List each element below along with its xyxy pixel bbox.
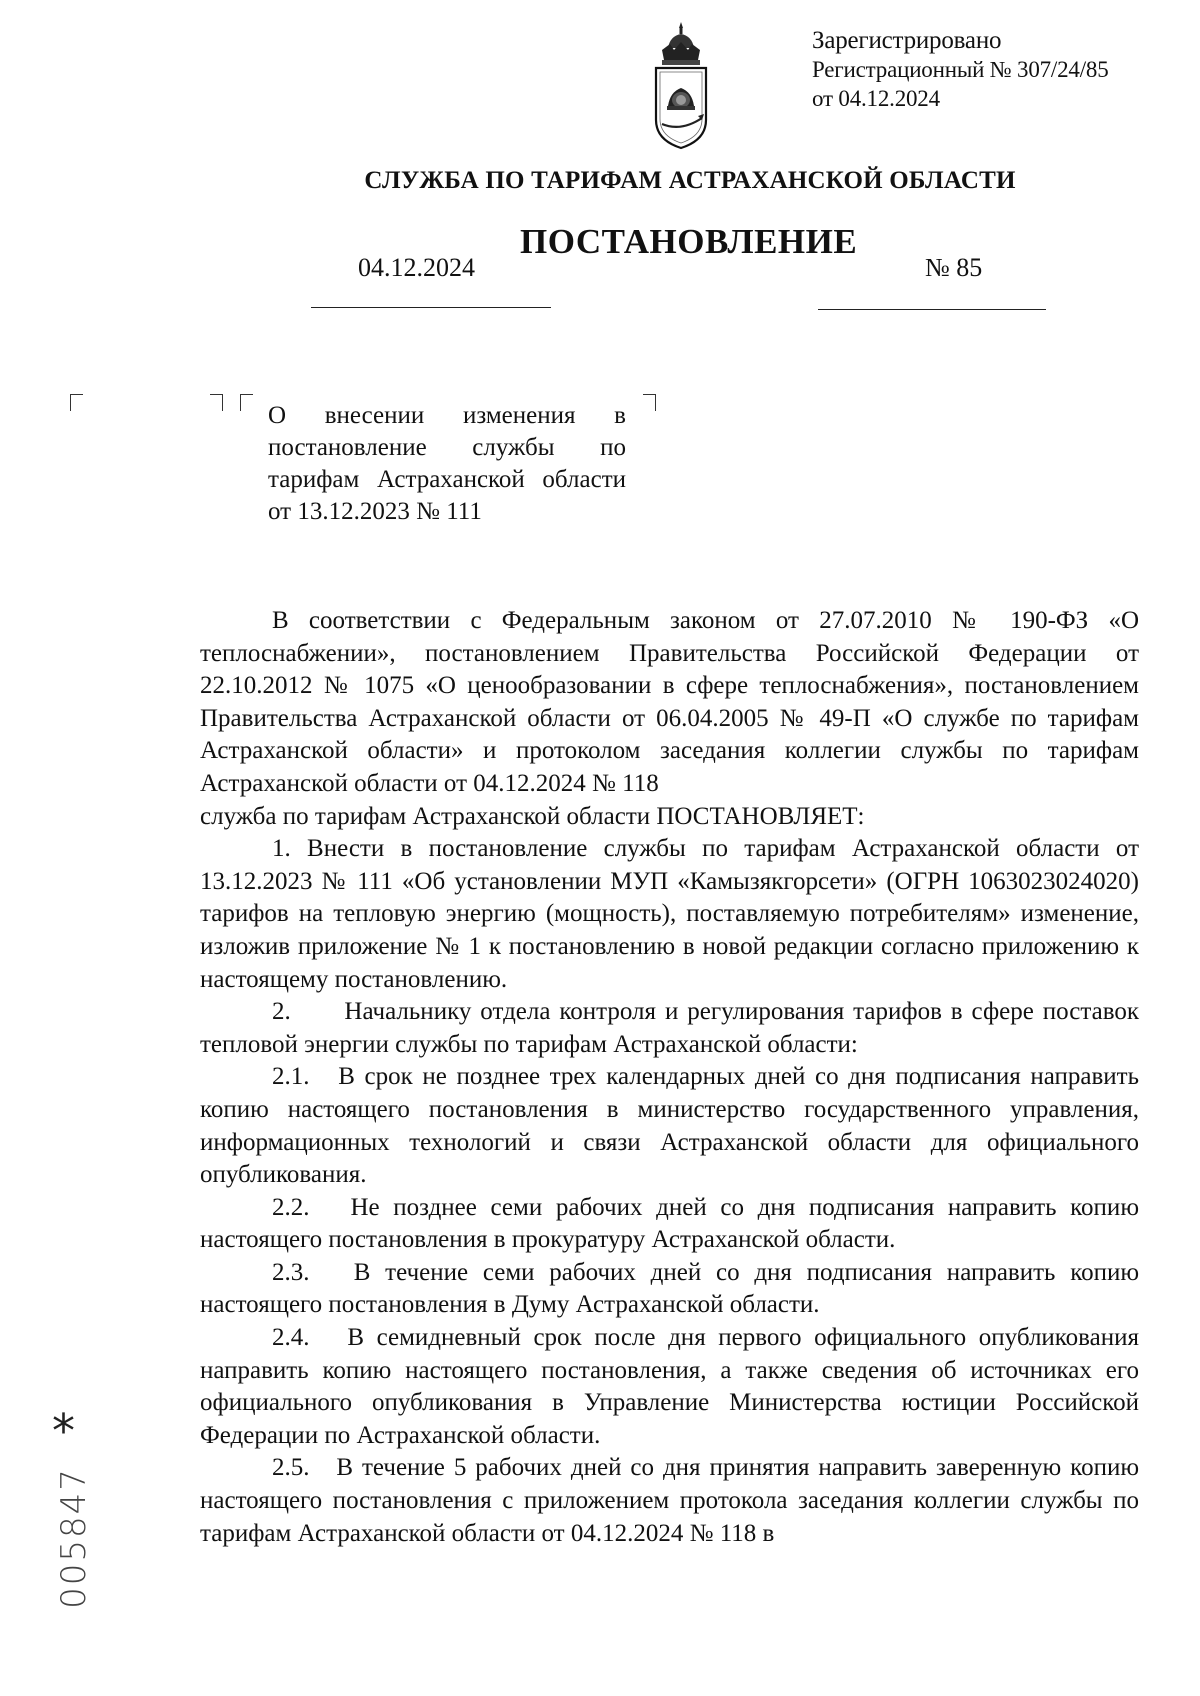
resolution-line: служба по тарифам Астраханской области ПОСТАНОВЛЯЕТ: [200, 802, 865, 830]
corner-mark [643, 394, 656, 411]
document-subject: О внесении изменения в постановление службы по тарифам Астраханской области от 13.12.2023 № 111 [268, 402, 626, 525]
item-2-4: 2.4. В семидневный срок после дня первого официального опубликования направить копию настоящего постановления, а также сведения об источниках его официального опубликования в Управление Министерства юстиции Российской Федерации по Астраханской области. [200, 1324, 1146, 1449]
date-underline [311, 307, 551, 308]
item-1: 1. Внести в постановление службы по тарифам Астраханской области от 13.12.2023 № 111 «Об установлении МУП «Камызякгорсети» (ОГРН 1063023024020) тарифов на тепловую энергию (мощность), поставляемую потребителям» изменение, изложив приложение № 1 к постановлению в новой редакции согласно приложению к настоящему постановлению. [200, 835, 1146, 993]
item-2: 2. Начальнику отдела контроля и регулирования тарифов в сфере поставок тепловой энергии службы по тарифам Астраханской области: [200, 998, 1146, 1058]
authority-title: СЛУЖБА ПО ТАРИФАМ АСТРАХАНСКОЙ ОБЛАСТИ [364, 167, 1016, 194]
item-2-3: 2.3. В течение семи рабочих дней со дня подписания направить копию настоящего постановления в Думу Астраханской области. [200, 1258, 1146, 1319]
asterisk-mark: * [52, 1404, 75, 1458]
corner-mark [70, 394, 83, 411]
corner-mark [240, 394, 253, 411]
number-underline [818, 309, 1046, 310]
corner-mark [210, 394, 223, 411]
preamble-paragraph: В соответствии с Федеральным законом от 27.07.2010 № 190-ФЗ «О теплоснабжении», постановлением Правительства Российской Федерации от 22.10.2012 № 1075 «О ценообразовании в сфере теплоснабжения», постановлением Правительства Астраханской области от 06.04.2005 № 49-П «О службе по тарифам Астраханской области» и протоколом заседания коллегии службы по тарифам Астраханской области от 04.12.2024 № 118 [200, 607, 1139, 797]
registration-date: от 04.12.2024 [812, 86, 940, 111]
item-2-2: 2.2. Не позднее семи рабочих дней со дня подписания направить копию настоящего постановления в прокуратуру Астраханской области. [200, 1193, 1146, 1254]
registration-number: Регистрационный № 307/24/85 [812, 57, 1109, 82]
document-number: № 85 [925, 253, 983, 282]
item-2-1: 2.1. В срок не позднее трех календарных дней со дня подписания направить копию настоящего постановления в министерство государственного управления, информационных технологий и связи Астраханской области для официального опубликования. [200, 1063, 1146, 1189]
item-2-5: 2.5. В течение 5 рабочих дней со дня принятия направить заверенную копию настоящего постановления с приложением протокола заседания коллегии службы по тарифам Астраханской области от 04.12.2024 № 118 в [200, 1454, 1146, 1547]
stamp-number: 005847 [54, 1467, 94, 1609]
document-date: 04.12.2024 [358, 253, 475, 282]
registration-block [812, 26, 1172, 113]
margin-stamp [36, 1404, 96, 1618]
registration-status: Зарегистрировано [812, 27, 1002, 54]
coat-of-arms-emblem [648, 20, 714, 154]
document-body [200, 605, 1146, 1550]
document-type: ПОСТАНОВЛЕНИЕ [520, 222, 858, 261]
